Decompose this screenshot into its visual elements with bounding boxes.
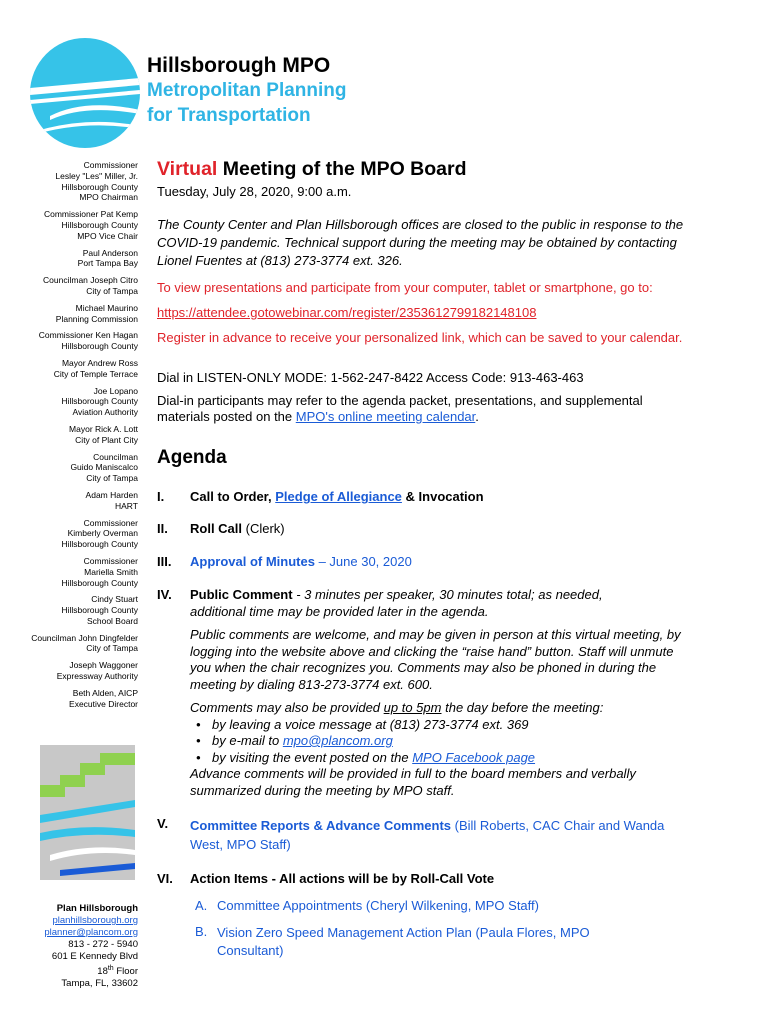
closure-notice: The County Center and Plan Hillsborough offices are closed to the public in response to the COVID-19 pandemic. Technical support during the meeting may be obtained by contacting Lionel Fuentes at (813) 273-3774 ext. 326.	[157, 217, 684, 268]
board-member	[18, 303, 138, 325]
board-member-line: Cindy Stuart	[91, 594, 138, 605]
board-member-line: MPO Vice Chair	[77, 230, 138, 241]
minutes-link[interactable]: Approval of Minutes	[190, 554, 315, 569]
board-member	[18, 248, 138, 270]
agenda-item-public-comment: Public Comment - 3 minutes per speaker, 30 minutes total; as needed, additional time may be provided later in the agenda.	[190, 587, 603, 619]
action-subitem-b: Vision Zero Speed Management Action Plan (Paula Flores, MPO Consultant)	[217, 925, 590, 958]
committee-reports-link[interactable]: Committee Reports & Advance Comments	[190, 818, 452, 833]
meeting-calendar-link[interactable]: MPO's online meeting calendar	[295, 409, 476, 424]
org-floor: 18th Floor	[97, 965, 138, 978]
board-member	[18, 275, 138, 297]
agenda-num-4: IV.	[157, 587, 172, 602]
public-comment-details: Public comments are welcome, and may be given in person at this virtual meeting, by logging into the website above and clicking the “raise hand” button. Staff will unmute you when the chair recognizes you. Comments may also be phoned in during the meeting by dialing 813-273-3774 ext. 600.	[190, 627, 681, 692]
agenda-item-committee-reports: Committee Reports & Advance Comments (Bill Roberts, CAC Chair and Wanda West, MPO Staff)	[190, 818, 665, 852]
org-phone: 813 - 272 - 5940	[68, 939, 138, 950]
org-city: Tampa, FL, 33602	[61, 978, 138, 990]
meeting-date: Tuesday, July 28, 2020, 9:00 a.m.	[157, 184, 352, 199]
board-member-line: Hillsborough County	[61, 219, 138, 230]
board-member-line: Councilman	[93, 451, 138, 462]
board-member	[18, 556, 138, 588]
board-member-line: City of Tampa	[86, 285, 138, 296]
board-member-line: Councilman John Dingfelder	[31, 632, 138, 643]
board-member-line: Hillsborough County	[61, 181, 138, 192]
board-member-line: Guido Maniscalco	[70, 462, 138, 473]
advance-comments-block: Comments may also be provided up to 5pm the day before the meeting: • by leaving a voice message at (813) 273-3774 ext. 369 • by e-mail to mpo@plancom.org • by visiting the event posted on the MPO Facebook page Advance comments will be provided in full to the board members and verbally summarized during the meeting by MPO staff.	[190, 700, 690, 799]
agenda-item-minutes: Approval of Minutes – June 30, 2020	[190, 554, 412, 569]
agenda-heading: Agenda	[157, 447, 227, 468]
logo-subtitle-line2: for Transportation	[147, 105, 311, 126]
mpo-email-link[interactable]: mpo@plancom.org	[282, 733, 393, 748]
board-member-line: Beth Alden, AICP	[72, 687, 138, 698]
logo-subtitle-line1: Metropolitan Planning	[147, 80, 347, 101]
board-member-line: Kimberly Overman	[67, 528, 138, 539]
board-member-line: Mayor Andrew Ross	[61, 357, 138, 368]
board-member-line: Planning Commission	[55, 313, 138, 324]
webinar-link[interactable]: https://attendee.gotowebinar.com/register/2353612799182148108	[157, 305, 537, 320]
board-member-line: Aviation Authority	[72, 407, 138, 418]
board-member	[18, 386, 138, 418]
action-subitem-a: Committee Appointments (Cheryl Wilkening, MPO Staff)	[217, 898, 539, 913]
dial-in-info: Dial in LISTEN-ONLY MODE: 1-562-247-8422 Access Code: 913-463-463	[157, 370, 584, 385]
board-member-line: Commissioner Ken Hagan	[38, 330, 138, 341]
board-member-line: City of Plant City	[75, 434, 138, 445]
bullet-facebook: • by visiting the event posted on the MPO Facebook page	[212, 750, 690, 767]
board-member	[18, 358, 138, 380]
logo-title: Hillsborough MPO	[147, 54, 331, 77]
board-member	[18, 424, 138, 446]
board-member-line: HART	[115, 500, 138, 511]
board-member	[18, 490, 138, 512]
board-member-line: Expressway Authority	[56, 671, 138, 682]
board-member-line: Commissioner	[83, 160, 138, 170]
action-subitem-a-letter: A.	[195, 898, 208, 913]
board-member	[18, 688, 138, 710]
agenda-num-1: I.	[157, 489, 165, 504]
agenda-item-action-items: Action Items - All actions will be by Roll-Call Vote	[190, 871, 495, 886]
meeting-header	[157, 158, 467, 180]
board-member-line: Port Tampa Bay	[77, 258, 138, 269]
board-member-line: Lesley "Les" Miller, Jr.	[55, 170, 138, 181]
agenda-num-2: II.	[157, 521, 168, 536]
board-member-line: Mayor Rick A. Lott	[69, 423, 138, 434]
board-member-line: Commissioner Pat Kemp	[43, 209, 138, 220]
agenda-num-5: V.	[157, 816, 169, 831]
board-member	[18, 518, 138, 550]
page-title: Virtual Meeting of the MPO Board	[157, 158, 467, 180]
board-member	[18, 452, 138, 484]
agenda-item-roll-call: Roll Call (Clerk)	[190, 521, 285, 536]
board-member-line: City of Tampa	[86, 643, 138, 654]
board-member-line: School Board	[86, 615, 138, 626]
board-member	[18, 209, 138, 241]
board-member-line: MPO Chairman	[79, 192, 138, 203]
bullet-voice: • by leaving a voice message at (813) 273-3774 ext. 369	[212, 717, 690, 734]
view-instructions: To view presentations and participate from your computer, tablet or smartphone, go to:	[157, 280, 653, 295]
board-member-line: Hillsborough County	[61, 605, 138, 616]
board-member	[18, 160, 138, 203]
org-website-link[interactable]: planhillsborough.org	[52, 915, 138, 926]
pledge-link[interactable]: Pledge of Allegiance	[275, 489, 402, 504]
agenda-num-6: VI.	[157, 871, 173, 886]
board-member-line: Councilman Joseph Citro	[43, 275, 138, 286]
board-member-line: Michael Maurino	[75, 302, 138, 313]
action-subitem-b-letter: B.	[195, 924, 208, 939]
org-contact-block	[18, 903, 138, 990]
board-member-line: Executive Director	[69, 698, 138, 709]
board-member-line: Hillsborough County	[61, 396, 138, 407]
board-member-line: Commissioner	[83, 517, 138, 528]
board-member-line: City of Tampa	[86, 473, 138, 484]
agenda-item-call-to-order: Call to Order, Pledge of Allegiance & Invocation	[190, 489, 484, 504]
org-email-link[interactable]: planner@plancom.org	[44, 927, 138, 938]
mpo-logo-icon	[30, 38, 140, 148]
board-member-line: Joseph Waggoner	[69, 660, 138, 671]
board-member-line: Paul Anderson	[82, 247, 138, 258]
facebook-link[interactable]: MPO Facebook page	[412, 749, 536, 765]
register-instructions: Register in advance to receive your personalized link, which can be saved to your calendar.	[157, 330, 683, 345]
board-member	[18, 330, 138, 352]
board-member-line: Joe Lopano	[93, 385, 138, 396]
advance-closing: Advance comments will be provided in full to the board members and verbally summarized during the meeting by MPO staff.	[190, 766, 636, 798]
board-member-line: Hillsborough County	[61, 539, 138, 550]
board-member-line: Hillsborough County	[61, 577, 138, 588]
board-member-line: City of Temple Terrace	[53, 368, 138, 379]
board-member	[18, 660, 138, 682]
org-name: Plan Hillsborough	[56, 903, 138, 914]
board-member	[18, 594, 138, 626]
bullet-email: • by e-mail to mpo@plancom.org	[212, 733, 690, 750]
org-address: 601 E Kennedy Blvd	[51, 951, 138, 962]
agenda-num-3: III.	[157, 554, 172, 569]
board-member-line: Hillsborough County	[61, 341, 138, 352]
board-member-line: Adam Harden	[85, 489, 138, 500]
board-member	[18, 633, 138, 655]
plan-hillsborough-graphic-icon	[40, 745, 135, 880]
dial-in-note: Dial-in participants may refer to the agenda packet, presentations, and supplemental materials posted on the MPO's online meeting calendar.	[157, 393, 643, 424]
board-member-line: Commissioner	[83, 555, 138, 566]
board-members-list	[18, 160, 138, 715]
board-member-line: Mariella Smith	[84, 566, 138, 577]
